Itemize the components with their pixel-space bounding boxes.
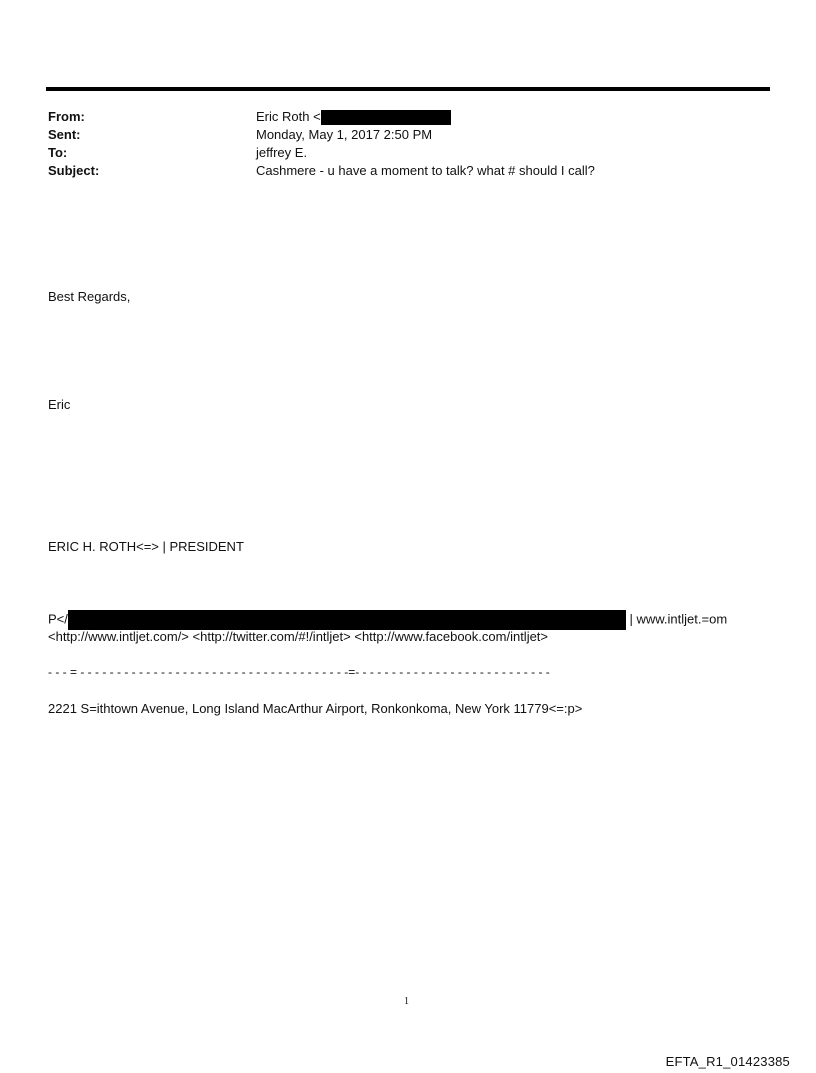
subject-label: Subject: bbox=[48, 163, 100, 178]
sent-label: Sent: bbox=[48, 127, 81, 142]
header-rule bbox=[46, 87, 770, 91]
to-value: jeffrey E. bbox=[256, 145, 308, 160]
social-links: <http://www.intljet.com/> <http://twitter.com/#!/intljet> <http://www.facebook.com/intljet> bbox=[48, 629, 549, 644]
subject-value: Cashmere - u have a moment to talk? what # should I call? bbox=[256, 163, 595, 178]
from-sender: Eric Roth < bbox=[256, 109, 321, 124]
to-label: To: bbox=[48, 145, 68, 160]
signature-title: ERIC H. ROTH<=> | PRESIDENT bbox=[48, 539, 244, 554]
signature-divider: - - - = - - - - - - - - - - - - - - - - - - - - - - - - - - - - - - - - - - - - -=- - - - - - - - - - - - - - - - - - - - - - - - - - - bbox=[48, 665, 550, 679]
sender-first-name: Eric bbox=[48, 397, 71, 412]
redaction-box bbox=[321, 110, 451, 125]
phone-prefix: P</ bbox=[48, 611, 68, 627]
page-number: 1 bbox=[404, 996, 409, 1007]
sent-value: Monday, May 1, 2017 2:50 PM bbox=[256, 127, 433, 142]
phone-redaction-box bbox=[68, 610, 626, 630]
closing-text: Best Regards, bbox=[48, 289, 131, 304]
bates-number: EFTA_R1_01423385 bbox=[665, 1054, 790, 1069]
from-value bbox=[256, 108, 451, 125]
address-line: 2221 S=ithtown Avenue, Long Island MacArthur Airport, Ronkonkoma, New York 11779<=:p> bbox=[48, 701, 583, 716]
phone-line bbox=[48, 610, 727, 630]
website-text: | www.intljet.=om bbox=[629, 611, 728, 627]
from-label: From: bbox=[48, 109, 85, 124]
